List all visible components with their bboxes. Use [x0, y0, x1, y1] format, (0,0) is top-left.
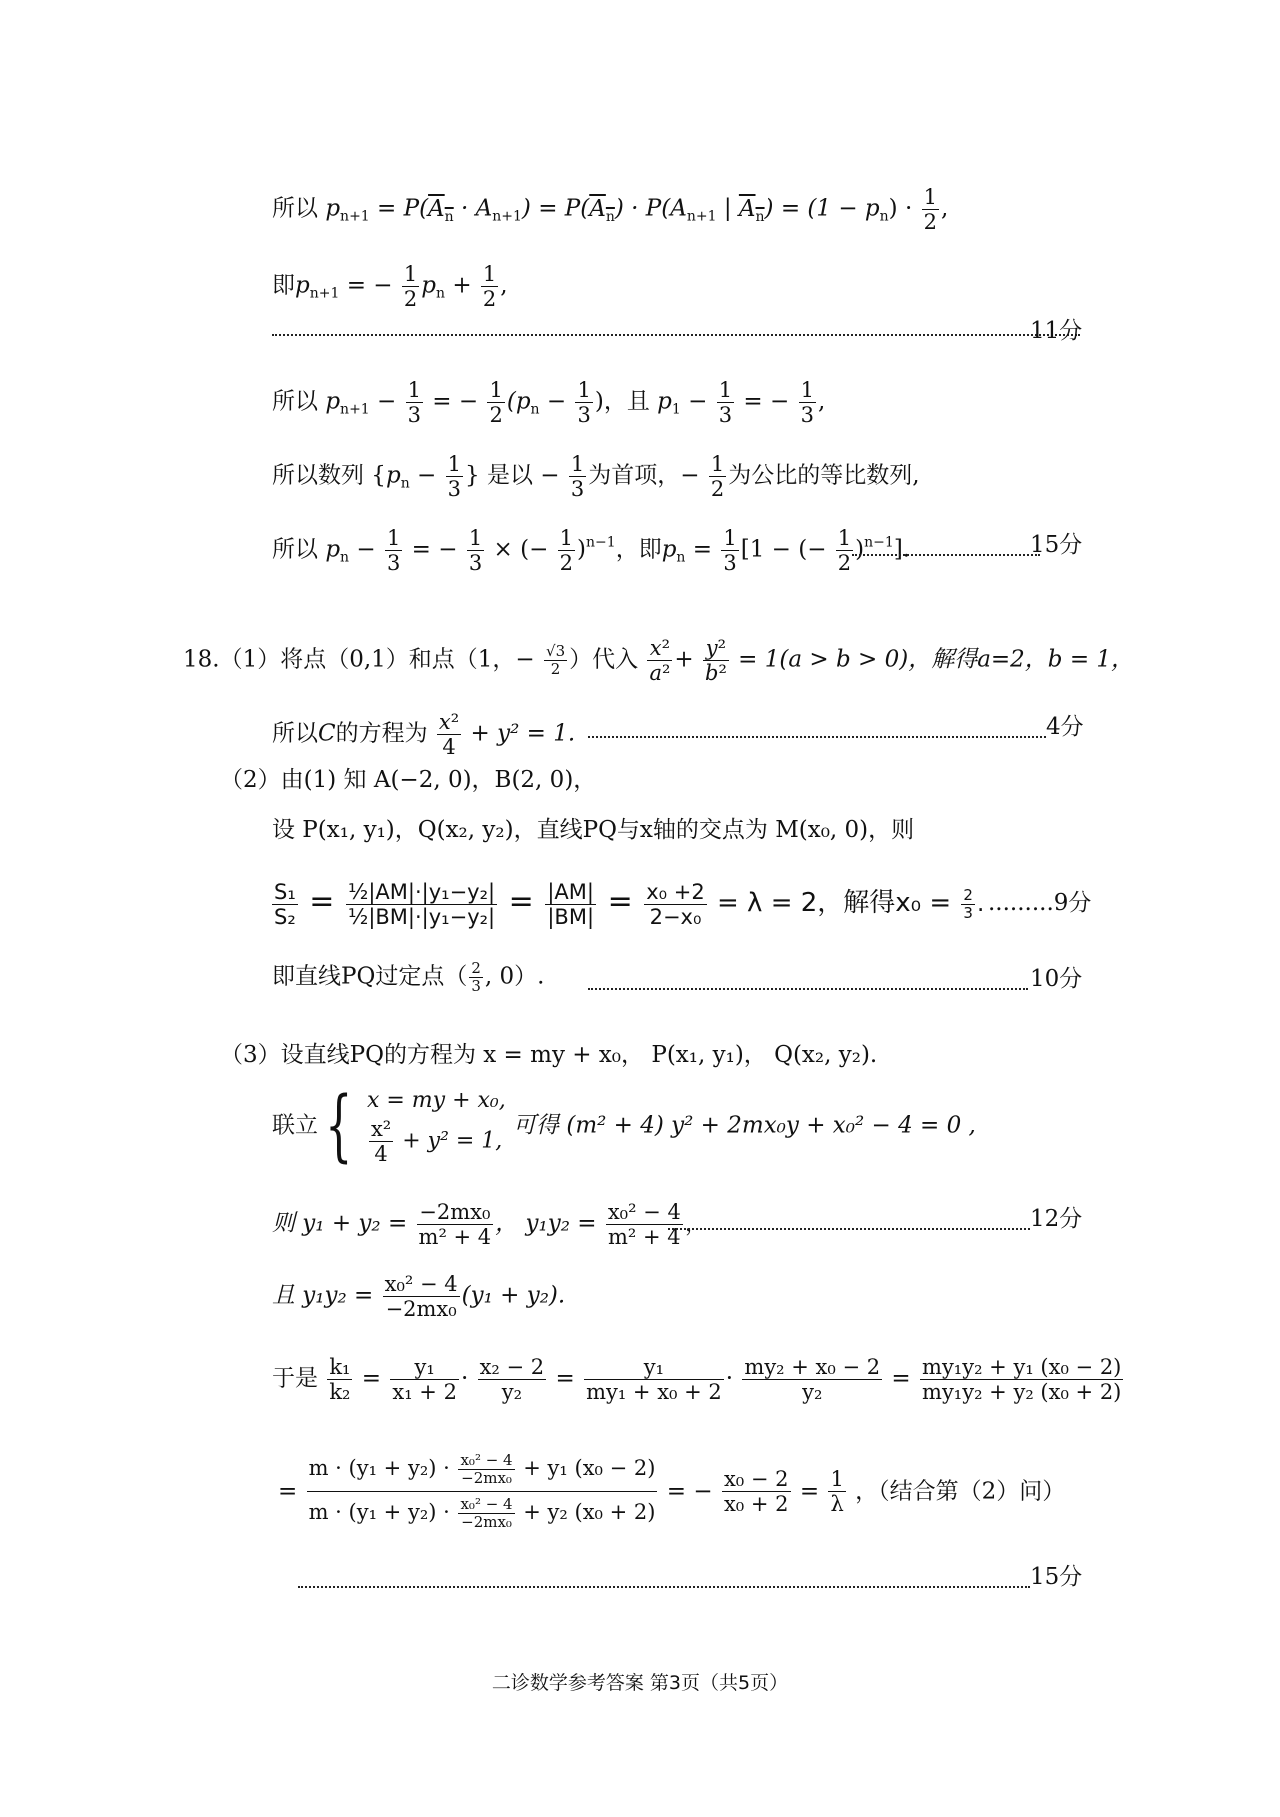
fraction-half: $\frac{1}{2}$ [923, 185, 937, 234]
score-15: 15分 [1030, 532, 1083, 558]
score-11: 11分 [1030, 318, 1083, 344]
line-ellipse-equation: 所以C的方程为 $\frac{\text{x²}}{4}$ + y² = 1. [272, 710, 576, 759]
q18-part3-intro: （3）设直线PQ的方程为 x = my + x₀， P(x₁, y₁)， Q(x₂, y₂). [220, 1042, 878, 1068]
line-p-recurrence: 所以 $p_{n+1} = P(A_n \cdot A_{n+1}) = P(A_n) \cdot P(A_{n+1}$ | $A_n) = (1 - p_n)$ · $\frac{1}{2}$ , [272, 185, 949, 234]
dotted-leader [588, 722, 1046, 738]
score-9: .........9分 [988, 890, 1092, 916]
dotted-leader [298, 1572, 1030, 1588]
dotted-leader [668, 1214, 1030, 1230]
line-setup-points: 设 P(x₁, y₁)，Q(x₂, y₂)，直线PQ与x轴的交点为 M(x₀, 0)，则 [272, 817, 915, 843]
page-footer: 二诊数学参考答案 第3页（共5页） [491, 1672, 789, 1694]
q18-part2-intro: （2）由(1) 知 A(−2, 0)，B(2, 0)， [220, 767, 597, 793]
line-slope-ratio-result: = m · (y₁ + y₂) · $\frac{\text{x₀² − 4}}{\text{−2mx₀}}$ + y₁ (x₀ − 2) m · (y₁ + y₂) · $\frac{\text{x₀² − 4}}{\text{−2mx₀}}$ + y₂ (x₀ + 2) = − $\frac{\text{x₀ − 2}}{\text{x₀ + 2}}$ = $\frac{1}{\lambda}$ ，（结合第（2）问） [278, 1451, 1066, 1531]
line-slope-ratio: 于是 $\frac{\text{k₁}}{\text{k₂}}$ = $\frac{\text{y₁}}{\text{x₁ + 2}}$ · $\frac{\text{x₂ − 2}}{\text{y₂}}$ = $\frac{\text{y₁}}{\text{my₁ + x₀ + 2}}$ · $\frac{\text{my₂ + x₀ − 2}}{\text{y₂}}$ = $\frac{\text{my₁y₂ + y₁ (x₀ − 2)}}{\text{my₁y₂ + y₂ (x₀ + 2)}}$ [272, 1355, 1122, 1404]
line-area-ratio: $\frac{\text{S₁}}{\text{S₂}}$ = $\frac{\text{½|AM|·|y₁−y₂|}}{\text{½|BM|·|y₁−y₂|}}$ = $\frac{|AM|}{|BM|}$ = $\frac{\text{x₀ +2}}{\text{2−x₀}}$ = λ = 2，解得x₀ = $\frac{2}{3}$ . [274, 880, 985, 929]
line-vieta: 则 y₁ + y₂ = $\frac{\text{−2mx₀}}{\text{m² + 4}}$ ， y₁y₂ = $\frac{\text{x₀² − 4}}{\text{m² + 4}}$ ， [272, 1200, 708, 1249]
line-general-term: 所以 $p_n$ − $\frac{1}{3}$ = − $\frac{1}{3}$ × (− $\frac{1}{2}$ )$^{n-1}$，即$p_n$ = $\frac{1}{3}$ [1 − (− $\frac{1}{2}$ )$^{n-1}$]. [272, 526, 911, 575]
q18-part1: 18.（1）将点（0,1）和点（1，− $\frac{√3}{2}$ ）代入 $\frac{\text{x²}}{\text{a²}}$ + $\frac{\text{y²}}{\text{b²}}$ = 1(a > b > 0)，解得a=2，b = 1， [183, 636, 1135, 685]
score-10: 10分 [1030, 966, 1083, 992]
line-geometric-sequence: 所以数列 {$p_n$ − $\frac{1}{3}$ } 是以 − $\frac{1}{3}$ 为首项，− $\frac{1}{2}$ 为公比的等比数列, [272, 452, 920, 501]
line-shifted-recurrence: 所以 $p_{n+1}$ − $\frac{1}{3}$ = − $\frac{1}{2}$ ($p_n$ − $\frac{1}{3}$ )，且 $p_1$ − $\frac{1}{3}$ = − $\frac{1}{3}$ , [272, 378, 826, 427]
score-15-final: 15分 [1030, 1564, 1083, 1590]
dotted-leader [588, 974, 1028, 990]
line-fixed-point: 即直线PQ过定点（ $\frac{2}{3}$ , 0）. [272, 959, 545, 995]
line-p-linear: 即$p_{n+1}$ = − $\frac{1}{2}$ $p_n$ + $\frac{1}{2}$ , [272, 262, 508, 311]
line-system: 联立{ x = my + x₀, $\frac{\text{x²}}{4}$ + y² = 1, 可得 (m² + 4) y² + 2mx₀y + x₀² − 4 = 0 , [272, 1080, 976, 1171]
score-12: 12分 [1030, 1206, 1083, 1232]
dotted-leader [272, 320, 1080, 336]
line-product-relation: 且 y₁y₂ = $\frac{\text{x₀² − 4}}{\text{−2mx₀}}$ (y₁ + y₂). [272, 1272, 566, 1321]
dotted-leader [852, 540, 1040, 556]
score-4: 4分 [1046, 714, 1084, 740]
